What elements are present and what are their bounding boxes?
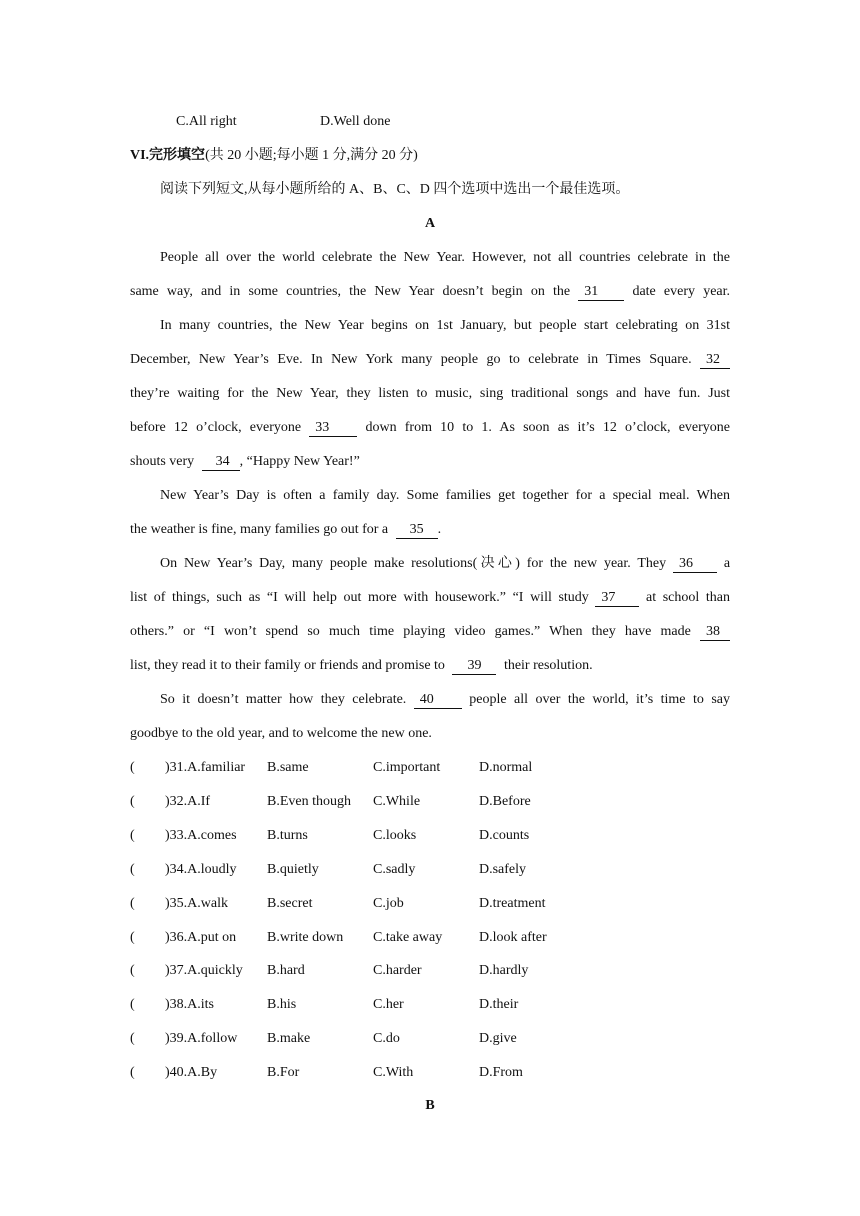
passage-b-heading: B [425, 1098, 435, 1113]
p3-line2 [130, 520, 441, 540]
prev-option-d: D.Well done [320, 114, 391, 129]
question-37-num: )37.A.quickly [165, 963, 243, 979]
p5-line1 [160, 690, 730, 710]
p4-line1 [160, 554, 730, 574]
question-31-paren: ( [130, 760, 135, 775]
prev-option-c: C.All right [176, 114, 237, 129]
question-32-num: )32.A.If [165, 793, 211, 809]
section-title [130, 146, 418, 166]
question-37-paren: ( [130, 963, 135, 979]
question-39-d[interactable]: D.give [479, 1031, 517, 1047]
question-40-c[interactable]: C.With [373, 1065, 414, 1081]
question-35-b[interactable]: B.secret [267, 895, 313, 911]
text: others.” or “I won’t spend so much time playing video games.” When they have made [130, 624, 691, 639]
question-33-c[interactable]: C.looks [373, 827, 417, 843]
question-38-paren: ( [130, 997, 135, 1013]
question-32-d[interactable]: D.Before [479, 793, 531, 809]
question-33-paren: ( [130, 827, 135, 843]
question-34-num: )34.A.loudly [165, 861, 237, 877]
blank-39[interactable]: 39 [452, 658, 496, 675]
p2-line3: they’re waiting for the New Year, they listen to music, sing traditional songs and have fun. Just [130, 386, 730, 401]
question-34-d[interactable]: D.safely [479, 861, 527, 877]
text: people all over the world, it’s time to say [469, 692, 730, 707]
section-title-rest: (共 20 小题;每小题 1 分,满分 20 分) [205, 148, 418, 163]
text: list of things, such as “I will help out more with housework.” “I will study [130, 590, 589, 605]
question-33-d[interactable]: D.counts [479, 827, 530, 843]
question-35-d[interactable]: D.treatment [479, 895, 546, 911]
blank-37[interactable]: 37 [595, 590, 639, 607]
p4-line2 [130, 588, 730, 608]
question-40-b[interactable]: B.For [267, 1065, 300, 1081]
question-40-num: )40.A.By [165, 1065, 218, 1081]
question-35-num: )35.A.walk [165, 895, 228, 911]
blank-32[interactable]: 32 [700, 352, 730, 369]
p2-line5 [130, 452, 360, 472]
p2-line4 [130, 418, 730, 438]
question-37-b[interactable]: B.hard [267, 963, 305, 979]
p4-line4 [130, 656, 593, 676]
p4-line3 [130, 622, 730, 642]
question-31-num: )31.A.familiar [165, 760, 246, 775]
question-38-d[interactable]: D.their [479, 997, 519, 1013]
question-31-d[interactable]: D.normal [479, 760, 533, 775]
blank-36[interactable]: 36 [673, 556, 717, 573]
question-37-d[interactable]: D.hardly [479, 963, 529, 979]
text: list, they read it to their family or friends and promise to [130, 658, 445, 673]
blank-33[interactable]: 33 [309, 420, 357, 437]
question-32-paren: ( [130, 793, 135, 809]
question-39-paren: ( [130, 1031, 135, 1047]
blank-40[interactable]: 40 [414, 692, 462, 709]
question-36-num: )36.A.put on [165, 929, 237, 945]
text: So it doesn’t matter how they celebrate. [160, 692, 407, 707]
text: at school than [646, 590, 730, 605]
text: the weather is fine, many families go out for a [130, 522, 389, 537]
question-32-c[interactable]: C.While [373, 793, 421, 809]
text: December, New Year’s Eve. In New York many people go to celebrate in Times Square. [130, 352, 692, 367]
question-31-b[interactable]: B.same [267, 760, 309, 775]
question-36-d[interactable]: D.look after [479, 929, 547, 945]
text: . [437, 522, 442, 537]
question-34-paren: ( [130, 861, 135, 877]
text: down from 10 to 1. As soon as it’s 12 o’clock, everyone [365, 420, 730, 435]
section-instruction: 阅读下列短文,从每小题所给的 A、B、C、D 四个选项中选出一个最佳选项。 [160, 182, 630, 197]
question-38-b[interactable]: B.his [267, 997, 297, 1013]
text: On New Year’s Day, many people make resolutions(决心) for the new year. They [160, 556, 667, 571]
question-39-c[interactable]: C.do [373, 1031, 400, 1047]
question-39-b[interactable]: B.make [267, 1031, 311, 1047]
question-36-c[interactable]: C.take away [373, 929, 443, 945]
question-36-b[interactable]: B.write down [267, 929, 344, 945]
text: shouts very [130, 454, 195, 469]
question-34-c[interactable]: C.sadly [373, 861, 416, 877]
question-35-c[interactable]: C.job [373, 895, 404, 911]
question-36-paren: ( [130, 929, 135, 945]
question-34-b[interactable]: B.quietly [267, 861, 319, 877]
question-35-paren: ( [130, 895, 135, 911]
text: , “Happy New Year!” [239, 454, 360, 469]
question-38-c[interactable]: C.her [373, 997, 404, 1013]
p2-line2 [130, 350, 730, 370]
p2-line1: In many countries, the New Year begins on 1st January, but people start celebrating on 31st [160, 318, 730, 333]
question-40-paren: ( [130, 1065, 135, 1081]
text: before 12 o’clock, everyone [130, 420, 302, 435]
question-31-c[interactable]: C.important [373, 760, 441, 775]
p5-line2: goodbye to the old year, and to welcome the new one. [130, 726, 432, 741]
blank-38[interactable]: 38 [700, 624, 730, 641]
blank-31[interactable]: 31 [578, 284, 624, 301]
passage-a-heading: A [424, 216, 436, 231]
section-title-bold: VI.完形填空 [130, 148, 206, 163]
blank-35[interactable]: 35 [396, 522, 438, 539]
question-40-d[interactable]: D.From [479, 1065, 523, 1081]
text: a [723, 556, 731, 571]
p3-line1: New Year’s Day is often a family day. Some families get together for a special meal. When [160, 488, 730, 503]
text: date every year. [632, 284, 731, 299]
question-39-num: )39.A.follow [165, 1031, 238, 1047]
text: their resolution. [503, 658, 593, 673]
question-33-b[interactable]: B.turns [267, 827, 308, 843]
p1-line2 [130, 282, 730, 302]
blank-34[interactable]: 34 [202, 454, 240, 471]
text: same way, and in some countries, the New Year doesn’t begin on the [130, 284, 571, 299]
question-33-num: )33.A.comes [165, 827, 237, 843]
question-37-c[interactable]: C.harder [373, 963, 422, 979]
question-32-b[interactable]: B.Even though [267, 793, 351, 809]
p1-line1: People all over the world celebrate the New Year. However, not all countries celebrate in the [160, 250, 730, 265]
question-38-num: )38.A.its [165, 997, 214, 1013]
